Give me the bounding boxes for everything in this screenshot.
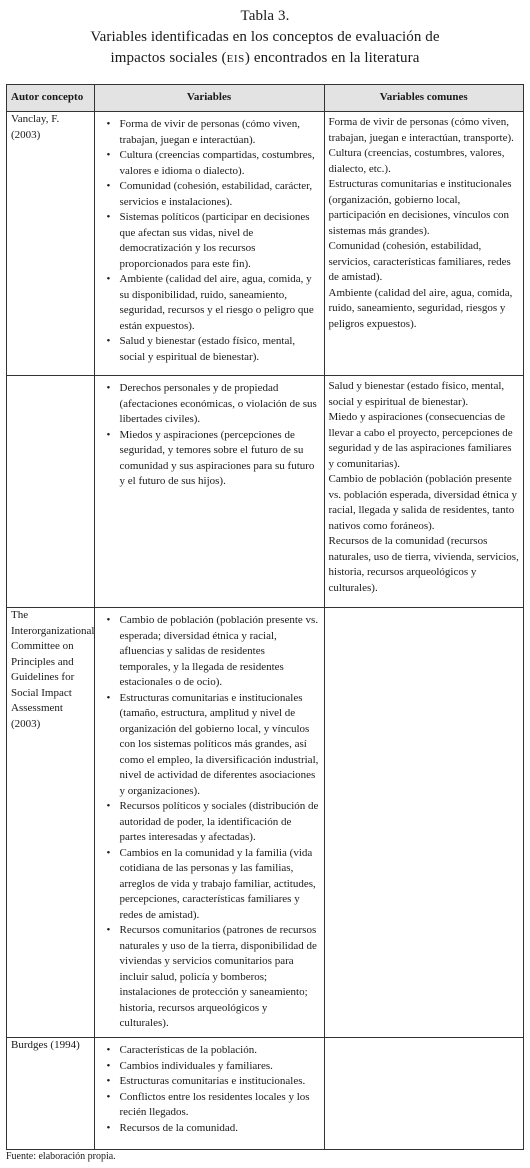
variables-list — [96, 113, 323, 369]
common-variable-item: Salud y bienestar (estado físico, mental, social y espiritual de bienestar). — [328, 380, 505, 408]
variable-item: • Forma de vivir de personas (cómo viven, trabajan, juegan e interactúan). — [120, 117, 319, 148]
table-number: Tabla 3. — [240, 8, 290, 24]
author-cell — [7, 376, 95, 608]
variable-item: • Recursos comunitarios (patrones de recursos naturales y uso de la tierra, disponibilidad de viviendas y servicios comunitarios para incluir salud, policía y bomberos; instalaciones de protección y saneamiento; historia, recursos arqueológicos y culturales). — [120, 923, 319, 1032]
common-variable-item: Cultura (creencias, costumbres, valores, dialecto, etc.). — [328, 147, 505, 175]
variables-list — [96, 377, 323, 494]
common-variable-item: Ambiente (calidad del aire, agua, comida, ruido, saneamiento, seguridad, riesgos y peligros expuestos). — [328, 286, 513, 330]
variable-item: • Salud y bienestar (estado físico, mental, social y espiritual de bienestar). — [120, 334, 319, 365]
common-variable-item: Miedo y aspiraciones (consecuencias de llevar a cabo el proyecto, percepciones de seguridad y de las aspiraciones familiares y comunitarias). — [328, 411, 513, 470]
variables-cell — [94, 608, 324, 1038]
variable-item: • Ambiente (calidad del aire, agua, comida, y su disponibilidad, ruido, saneamiento, seguridad, recursos y el riesgo o peligro que están expuestos). — [120, 272, 319, 334]
variable-item: • Estructuras comunitarias e institucionales (tamaño, estructura, amplitud y nivel de organización del gobierno local, y vínculos con los sistemas políticos más grandes, así como el empleo, la diversificación industrial, nivel de actividad de diferentes asociaciones y organizaciones). — [120, 691, 319, 800]
variables-list — [96, 609, 323, 1036]
table-row — [7, 608, 524, 1038]
variable-item: • Cambio de población (población presente vs. esperada; diversidad étnica y racial, afluencias y salidas de residentes temporales, y la llegada de residentes estacionales o de ocio). — [120, 613, 319, 691]
table-row — [7, 1038, 524, 1150]
variable-item: • Cultura (creencias compartidas, costumbres, valores e idioma o dialecto). — [120, 148, 319, 179]
table-title-line-2 — [0, 48, 530, 69]
author-cell: Vanclay, F. (2003) — [7, 112, 95, 376]
variables-cell — [94, 112, 324, 376]
variable-item: • Cambios en la comunidad y la familia (vida cotidiana de las personas y las familias, arreglos de vida y trabajo familiar, actitudes, percepciones, características familiares y redes de amistad). — [120, 846, 319, 924]
variables-table — [6, 84, 524, 1150]
variable-item: • Recursos políticos y sociales (distribución de autoridad de poder, la identificación de partes interesadas y afectadas). — [120, 799, 319, 846]
variable-item: • Cambios individuales y familiares. — [120, 1059, 319, 1075]
author-cell: The Interorganizational Committee on Principles and Guidelines for Social Impact Assessment (2003) — [7, 608, 95, 1038]
author-cell: Burdges (1994) — [7, 1038, 95, 1150]
common-variables-cell — [324, 1038, 523, 1150]
variable-item: • Características de la población. — [120, 1043, 319, 1059]
table-row — [7, 376, 524, 608]
variables-cell — [94, 1038, 324, 1150]
common-variables-cell — [324, 376, 523, 608]
table-body — [7, 112, 524, 1150]
eis-abbreviation: eis — [226, 50, 245, 66]
source-note: Fuente: elaboración propia. — [6, 1151, 116, 1162]
common-variable-item: Forma de vivir de personas (cómo viven, trabajan, juegan e interactúan, transporte). — [328, 116, 514, 144]
common-variables-cell — [324, 112, 523, 376]
common-variable-item: Comunidad (cohesión, estabilidad, servicios, características familiares, redes de amistad). — [328, 240, 511, 283]
common-variables-cell — [324, 608, 523, 1038]
variable-item: • Derechos personales y de propiedad (afectaciones económicas, o violación de sus libertades civiles). — [120, 381, 319, 428]
header-variables: Variables — [94, 85, 324, 112]
variable-item: • Estructuras comunitarias e institucionales. — [120, 1074, 319, 1090]
variable-item: • Sistemas políticos (participar en decisiones que afectan sus vidas, nivel de democratización y los recursos proporcionados para este fin). — [120, 210, 319, 272]
variables-cell — [94, 376, 324, 608]
header-common-variables: Variables comunes — [324, 85, 523, 112]
table-title-line-1: Variables identificadas en los conceptos de evaluación de — [90, 29, 440, 45]
header-author: Autor concepto — [7, 85, 95, 112]
title-text-a: impactos sociales ( — [110, 50, 227, 66]
title-text-b: ) encontrados en la literatura — [244, 50, 420, 66]
table-row — [7, 112, 524, 376]
variable-item: • Comunidad (cohesión, estabilidad, carácter, servicios e instalaciones). — [120, 179, 319, 210]
common-variable-item: Estructuras comunitarias e institucionales (organización, gobierno local, participación en decisiones, vínculos con sistemas más grandes). — [328, 178, 512, 237]
common-variable-item: Recursos de la comunidad (recursos naturales, uso de tierra, vivienda, servicios, historia, recursos arqueológicos y culturales). — [328, 535, 519, 594]
variable-item: • Recursos de la comunidad. — [120, 1121, 319, 1137]
table-caption — [0, 6, 530, 69]
variable-item: • Conflictos entre los residentes locales y los recién llegados. — [120, 1090, 319, 1121]
common-variable-item: Cambio de población (población presente vs. población esperada, diversidad étnica y racial, llegada y salida de residentes, tanto nativos como foráneos). — [328, 473, 517, 532]
variables-list — [96, 1039, 323, 1140]
variable-item: • Miedos y aspiraciones (percepciones de seguridad, y temores sobre el futuro de su comunidad y sus aspiraciones para su futuro y el futuro de sus hijos). — [120, 428, 319, 490]
header-row — [7, 85, 524, 112]
